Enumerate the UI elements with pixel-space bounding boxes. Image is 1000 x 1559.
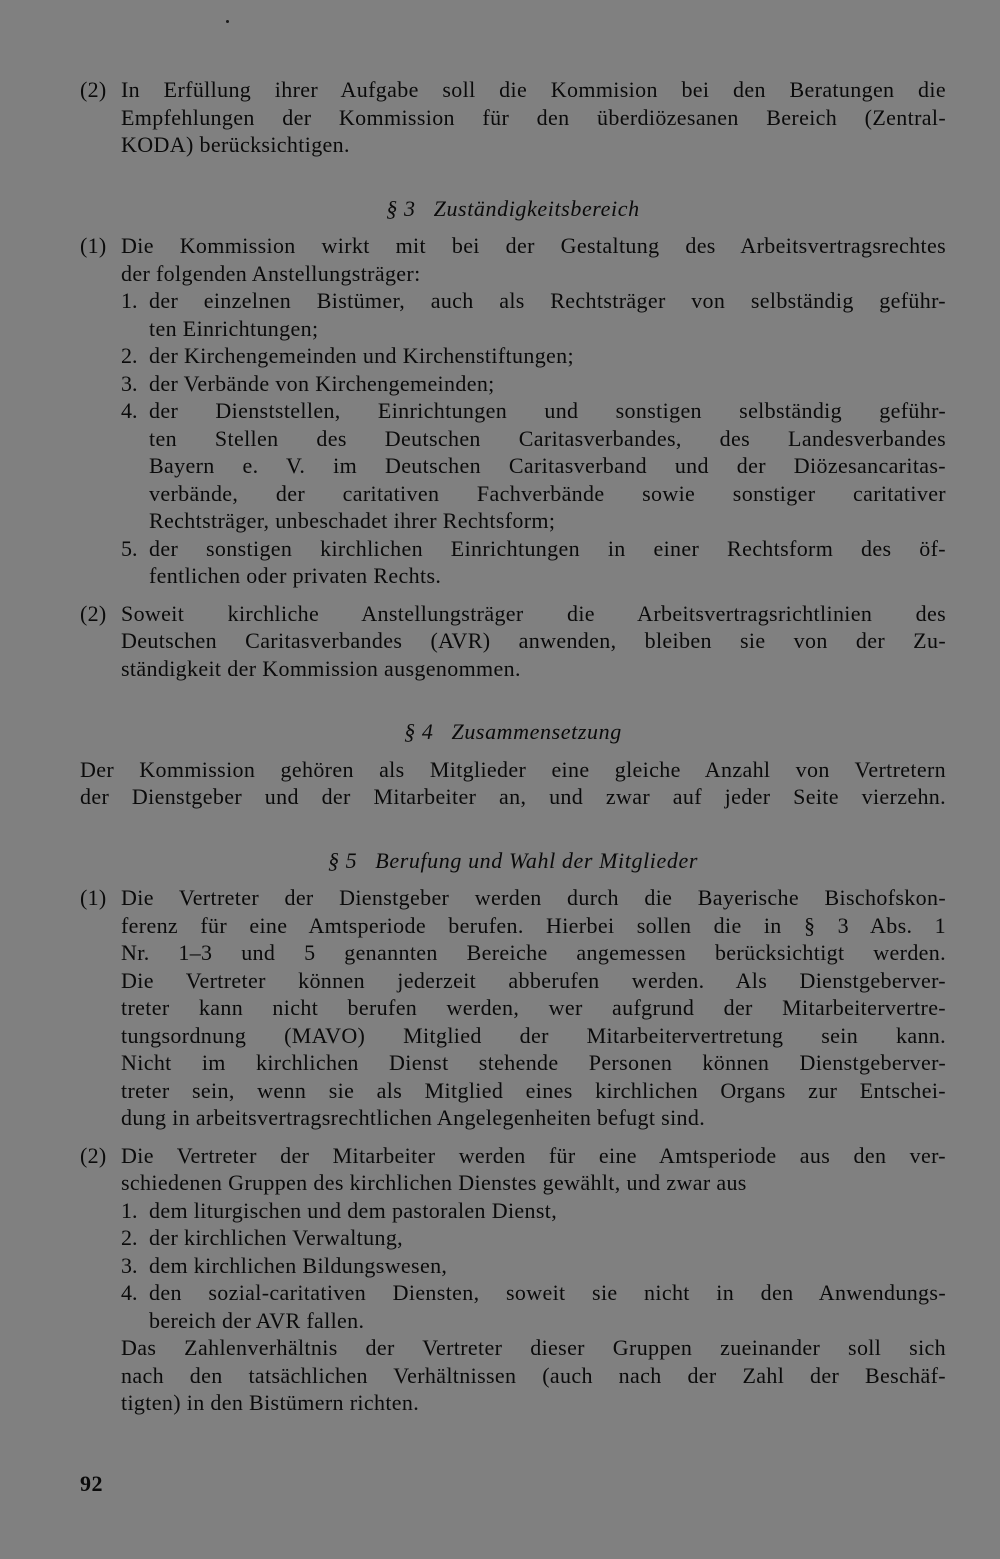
text-line: Die Vertreter der Mitarbeiter werden für eine Amtsperiode aus den ver- xyxy=(121,1142,946,1168)
text-line: ten Einrichtungen; xyxy=(149,315,319,341)
section-symbol: § 4 xyxy=(404,719,434,744)
paragraph-number: (1) xyxy=(80,885,107,910)
list-number: 4. xyxy=(121,398,138,423)
text-line: Das Zahlenverhältnis der Vertreter dieser Gruppen zueinander soll sich xyxy=(121,1335,946,1360)
text-line: der kirchlichen Verwaltung, xyxy=(149,1225,404,1250)
text-line: KODA) berücksichtigen. xyxy=(121,132,350,157)
section-heading-5 xyxy=(80,847,946,875)
text-line: Der Kommission gehören als Mitglieder eine gleiche Anzahl von Vertretern xyxy=(80,756,946,782)
text-line: ten Stellen des Deutschen Caritasverbandes, des Landesverbandes xyxy=(149,425,946,451)
section-symbol: § 3 xyxy=(386,195,416,221)
text-line: der Dienstgeber und der Mitarbeiter an, und zwar auf jeder Seite vierzehn. xyxy=(80,784,946,809)
text-line: treter sein, wenn sie als Mitglied eines kirchlichen Organs zur Entschei- xyxy=(121,1077,946,1103)
list-number: 2. xyxy=(121,343,138,368)
paragraph-number: (2) xyxy=(80,600,107,626)
text-line: dem kirchlichen Bildungswesen, xyxy=(149,1252,448,1278)
list-item xyxy=(121,1197,946,1225)
list-item xyxy=(121,1279,946,1334)
text-line: ständigkeit der Kommission ausgenommen. xyxy=(121,655,521,681)
list-item xyxy=(121,287,946,342)
list-item xyxy=(121,1224,946,1252)
list-number: 3. xyxy=(121,1252,138,1278)
s5-paragraph-2 xyxy=(80,1142,946,1417)
text-line: Nicht im kirchlichen Dienst stehende Personen können Dienstgeberver- xyxy=(121,1050,946,1075)
list-number: 1. xyxy=(121,288,138,313)
text-line: der folgenden Anstellungsträger: xyxy=(121,260,421,286)
list-item xyxy=(121,535,946,590)
text-line: der Dienststellen, Einrichtungen und sonstigen selbständig geführ- xyxy=(149,398,946,423)
text-line: Deutschen Caritasverbandes (AVR) anwenden, bleiben sie von der Zu- xyxy=(121,628,946,653)
section-heading-3 xyxy=(80,195,946,223)
text-line: dem liturgischen und dem pastoralen Dienst, xyxy=(149,1197,558,1223)
text-line: bereich der AVR fallen. xyxy=(149,1307,365,1333)
text-line: schiedenen Gruppen des kirchlichen Dienstes gewählt, und zwar aus xyxy=(121,1170,747,1195)
s4-paragraph xyxy=(80,756,946,811)
paragraph-number: (2) xyxy=(80,1142,107,1168)
paragraph-number: (1) xyxy=(80,233,107,258)
list-item xyxy=(121,370,946,398)
text-line: Die Vertreter können jederzeit abberufen werden. Als Dienstgeberver- xyxy=(121,967,946,993)
intro-paragraph xyxy=(80,76,946,159)
text-line: tigten) in den Bistümern richten. xyxy=(121,1390,420,1415)
paragraph-number: (2) xyxy=(80,77,107,102)
text-line: nach den tatsächlichen Verhältnissen (auch nach der Zahl der Beschäf- xyxy=(121,1362,946,1388)
list-item xyxy=(121,397,946,535)
text-line: Nr. 1–3 und 5 genannten Bereiche angemessen berücksichtigt werden. xyxy=(121,940,946,965)
list-number: 1. xyxy=(121,1197,138,1223)
text-line: ferenz für eine Amtsperiode berufen. Hierbei sollen die in § 3 Abs. 1 xyxy=(121,912,946,938)
page-number: 92 xyxy=(80,1471,103,1496)
list-item xyxy=(121,342,946,370)
section-title: Zuständigkeitsbereich xyxy=(433,195,640,221)
section-title: Zusammensetzung xyxy=(451,719,622,744)
text-line: den sozial-caritativen Diensten, soweit sie nicht in den Anwendungs- xyxy=(149,1280,946,1305)
text-line: tungsordnung (MAVO) Mitglied der Mitarbeitervertretung sein kann. xyxy=(121,1022,946,1048)
text-line: Rechtsträger, unbeschadet ihrer Rechtsform; xyxy=(149,508,556,533)
s3-paragraph-1 xyxy=(80,232,946,590)
s3-paragraph-2 xyxy=(80,600,946,683)
text-line: Die Vertreter der Dienstgeber werden durch die Bayerische Bischofskon- xyxy=(121,885,946,910)
s5-paragraph-1 xyxy=(80,884,946,1132)
text-line: Die Kommission wirkt mit bei der Gestaltung des Arbeitsvertragsrechtes xyxy=(121,233,946,258)
list-item xyxy=(121,1252,946,1280)
section-symbol: § 5 xyxy=(327,847,358,873)
text-line: verbände, der caritativen Fachverbände sowie sonstiger caritativer xyxy=(149,480,946,506)
list-number: 3. xyxy=(121,370,138,396)
text-line: In Erfüllung ihrer Aufgabe soll die Kommision bei den Beratungen die xyxy=(121,77,946,102)
page-content xyxy=(80,76,946,1417)
section-title: Berufung und Wahl der Mitglieder xyxy=(375,847,698,873)
print-speck xyxy=(226,20,229,23)
text-line: der sonstigen kirchlichen Einrichtungen in einer Rechtsform des öf- xyxy=(149,535,946,561)
list-number: 4. xyxy=(121,1280,138,1305)
text-line: der Verbände von Kirchengemeinden; xyxy=(149,370,495,396)
text-line: Bayern e. V. im Deutschen Caritasverband und der Diözesancaritas- xyxy=(149,453,946,478)
text-line: der einzelnen Bistümer, auch als Rechtsträger von selbständig geführ- xyxy=(149,288,946,313)
list-number: 5. xyxy=(121,535,138,561)
text-line: treter kann nicht berufen werden, wer aufgrund der Mitarbeitervertre- xyxy=(121,995,946,1020)
text-line: der Kirchengemeinden und Kirchenstiftungen; xyxy=(149,343,574,368)
text-line: dung in arbeitsvertragsrechtlichen Angelegenheiten befugt sind. xyxy=(121,1105,706,1130)
text-line: fentlichen oder privaten Rechts. xyxy=(149,563,442,588)
text-line: Soweit kirchliche Anstellungsträger die Arbeitsvertragsrichtlinien des xyxy=(121,600,946,626)
section-heading-4 xyxy=(80,718,946,746)
text-line: Empfehlungen der Kommission für den überdiözesanen Bereich (Zentral- xyxy=(121,104,946,130)
list-number: 2. xyxy=(121,1225,138,1250)
